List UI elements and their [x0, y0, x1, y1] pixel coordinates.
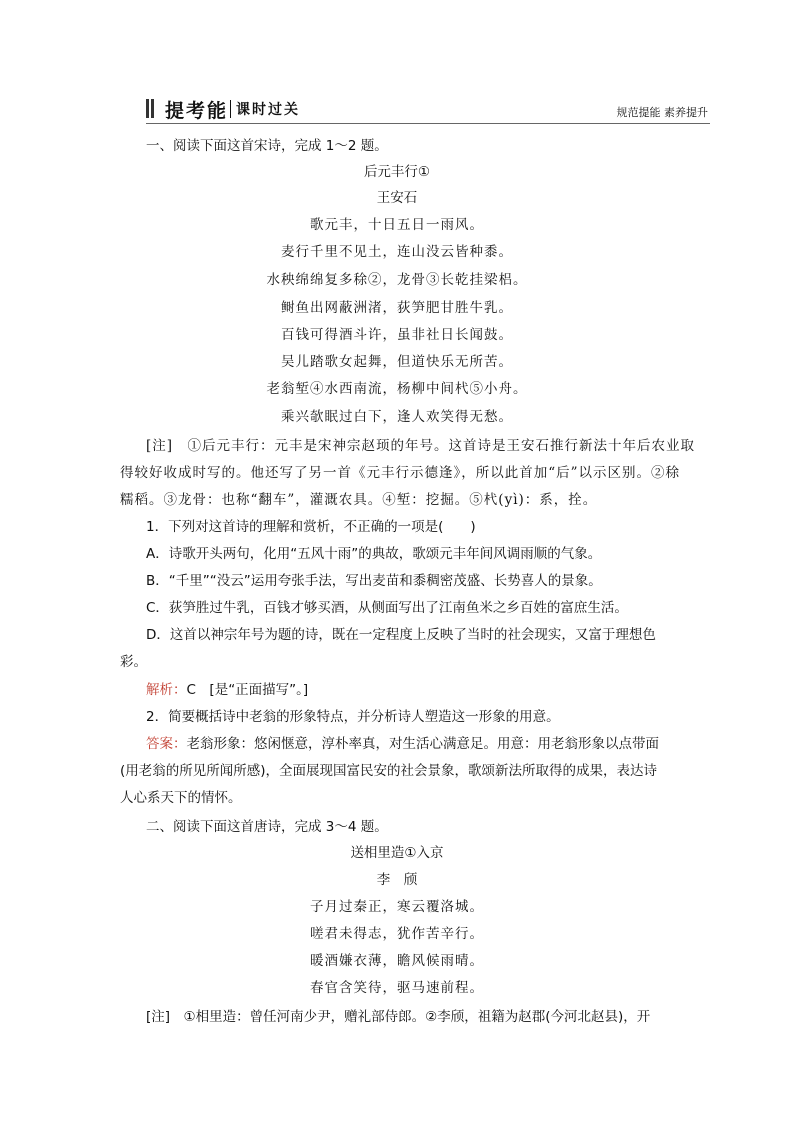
header-rule [146, 123, 710, 124]
question2-answer-cont: 人心系天下的情怀。 [120, 790, 242, 806]
question1-stem: 1．下列对这首诗的理解和赏析，不正确的一项是( ) [146, 519, 476, 535]
poem2-author: 李 颀 [376, 872, 418, 888]
poem1-note-line: 糯稻。③龙骨：也称“翻车”，灌溉农具。④堑：挖掘。⑤杙(yì)：系，拴。 [120, 492, 598, 508]
answer-label: 答案： [146, 736, 187, 752]
question1-option-b: B．“千里”“没云”运用夸张手法，写出麦苗和黍稠密茂盛、长势喜人的景象。 [146, 573, 602, 589]
poem2-line: 嗟君未得志，犹作苦辛行。 [310, 926, 484, 942]
poem1-line: 鲥鱼出网蔽洲渚，荻笋肥甘胜牛乳。 [281, 300, 513, 316]
header-separator [230, 100, 231, 118]
header-right-label: 规范提能 素养提升 [616, 106, 708, 119]
question1-option-a: A．诗歌开头两句，化用“五风十雨”的典故，歌颂元丰年间风调雨顺的气象。 [146, 546, 602, 562]
poem1-note-line: [注] ①后元丰行：元丰是宋神宗赵顼的年号。这首诗是王安石推行新法十年后农业取 [146, 438, 696, 454]
poem2-line: 子月过秦正，寒云覆洛城。 [310, 899, 484, 915]
section2-intro: 二、阅读下面这首唐诗，完成 3～4 题。 [146, 819, 388, 835]
analysis-label: 解析： [146, 682, 187, 698]
poem1-line: 乘兴欹眠过白下，逢人欢笑得无愁。 [281, 409, 513, 425]
answer-text: 老翁形象：悠闲惬意，淳朴率真，对生活心满意足。用意：用老翁形象以点带面 [186, 736, 659, 752]
question2-answer [146, 736, 659, 752]
header-bars-decoration [146, 99, 156, 118]
question1-option-d-cont: 彩。 [120, 654, 147, 670]
poem1-line: 水秧绵绵复多稌②，龙骨③长乾挂梁梠。 [266, 272, 528, 288]
page-header [146, 96, 710, 122]
section1-intro: 一、阅读下面这首宋诗，完成 1～2 题。 [146, 138, 388, 154]
header-subtitle: 课时过关 [236, 102, 300, 118]
poem2-note-line: [注] ①相里造：曾任河南少尹，赠礼部侍郎。②李颀，祖籍为赵郡(今河北赵县)，开 [146, 1009, 651, 1025]
poem1-line: 麦行千里不见土，连山没云皆种黍。 [281, 244, 513, 260]
question1-option-c: C．荻笋胜过牛乳，百钱才够买酒，从侧面写出了江南鱼米之乡百姓的富庶生活。 [146, 600, 628, 616]
header-title: 提考能 [165, 100, 229, 122]
poem2-title: 送相里造①入京 [350, 845, 444, 861]
poem1-line: 老翁堑④水西南流，杨柳中间杙⑤小舟。 [266, 381, 528, 397]
question2-answer-cont: (用老翁的所见所闻所感)，全面展现国富民安的社会景象，歌颂新法所取得的成果，表达诗 [120, 763, 658, 779]
poem1-title: 后元丰行① [363, 164, 431, 180]
poem1-author: 王安石 [376, 190, 418, 206]
analysis-text: C [是“正面描写”。] [186, 682, 309, 698]
question2-stem: 2．简要概括诗中老翁的形象特点，并分析诗人塑造这一形象的用意。 [146, 709, 560, 725]
poem1-note-line: 得较好收成时写的。他还写了另一首《元丰行示德逢》，所以此首加“后”以示区别。②稌 [120, 465, 681, 481]
poem2-line: 暖酒嫌衣薄，瞻风候雨晴。 [310, 953, 484, 969]
question1-analysis [146, 682, 308, 698]
question1-option-d: D．这首以神宗年号为题的诗，既在一定程度上反映了当时的社会现实，又富于理想色 [146, 627, 656, 643]
poem1-line: 百钱可得酒斗许，虽非社日长闻鼓。 [281, 327, 513, 343]
poem2-line: 春官含笑待，驱马速前程。 [310, 980, 484, 996]
poem1-line: 歌元丰，十日五日一雨风。 [310, 217, 484, 233]
poem1-line: 吴儿踏歌女起舞，但道快乐无所苦。 [281, 354, 513, 370]
